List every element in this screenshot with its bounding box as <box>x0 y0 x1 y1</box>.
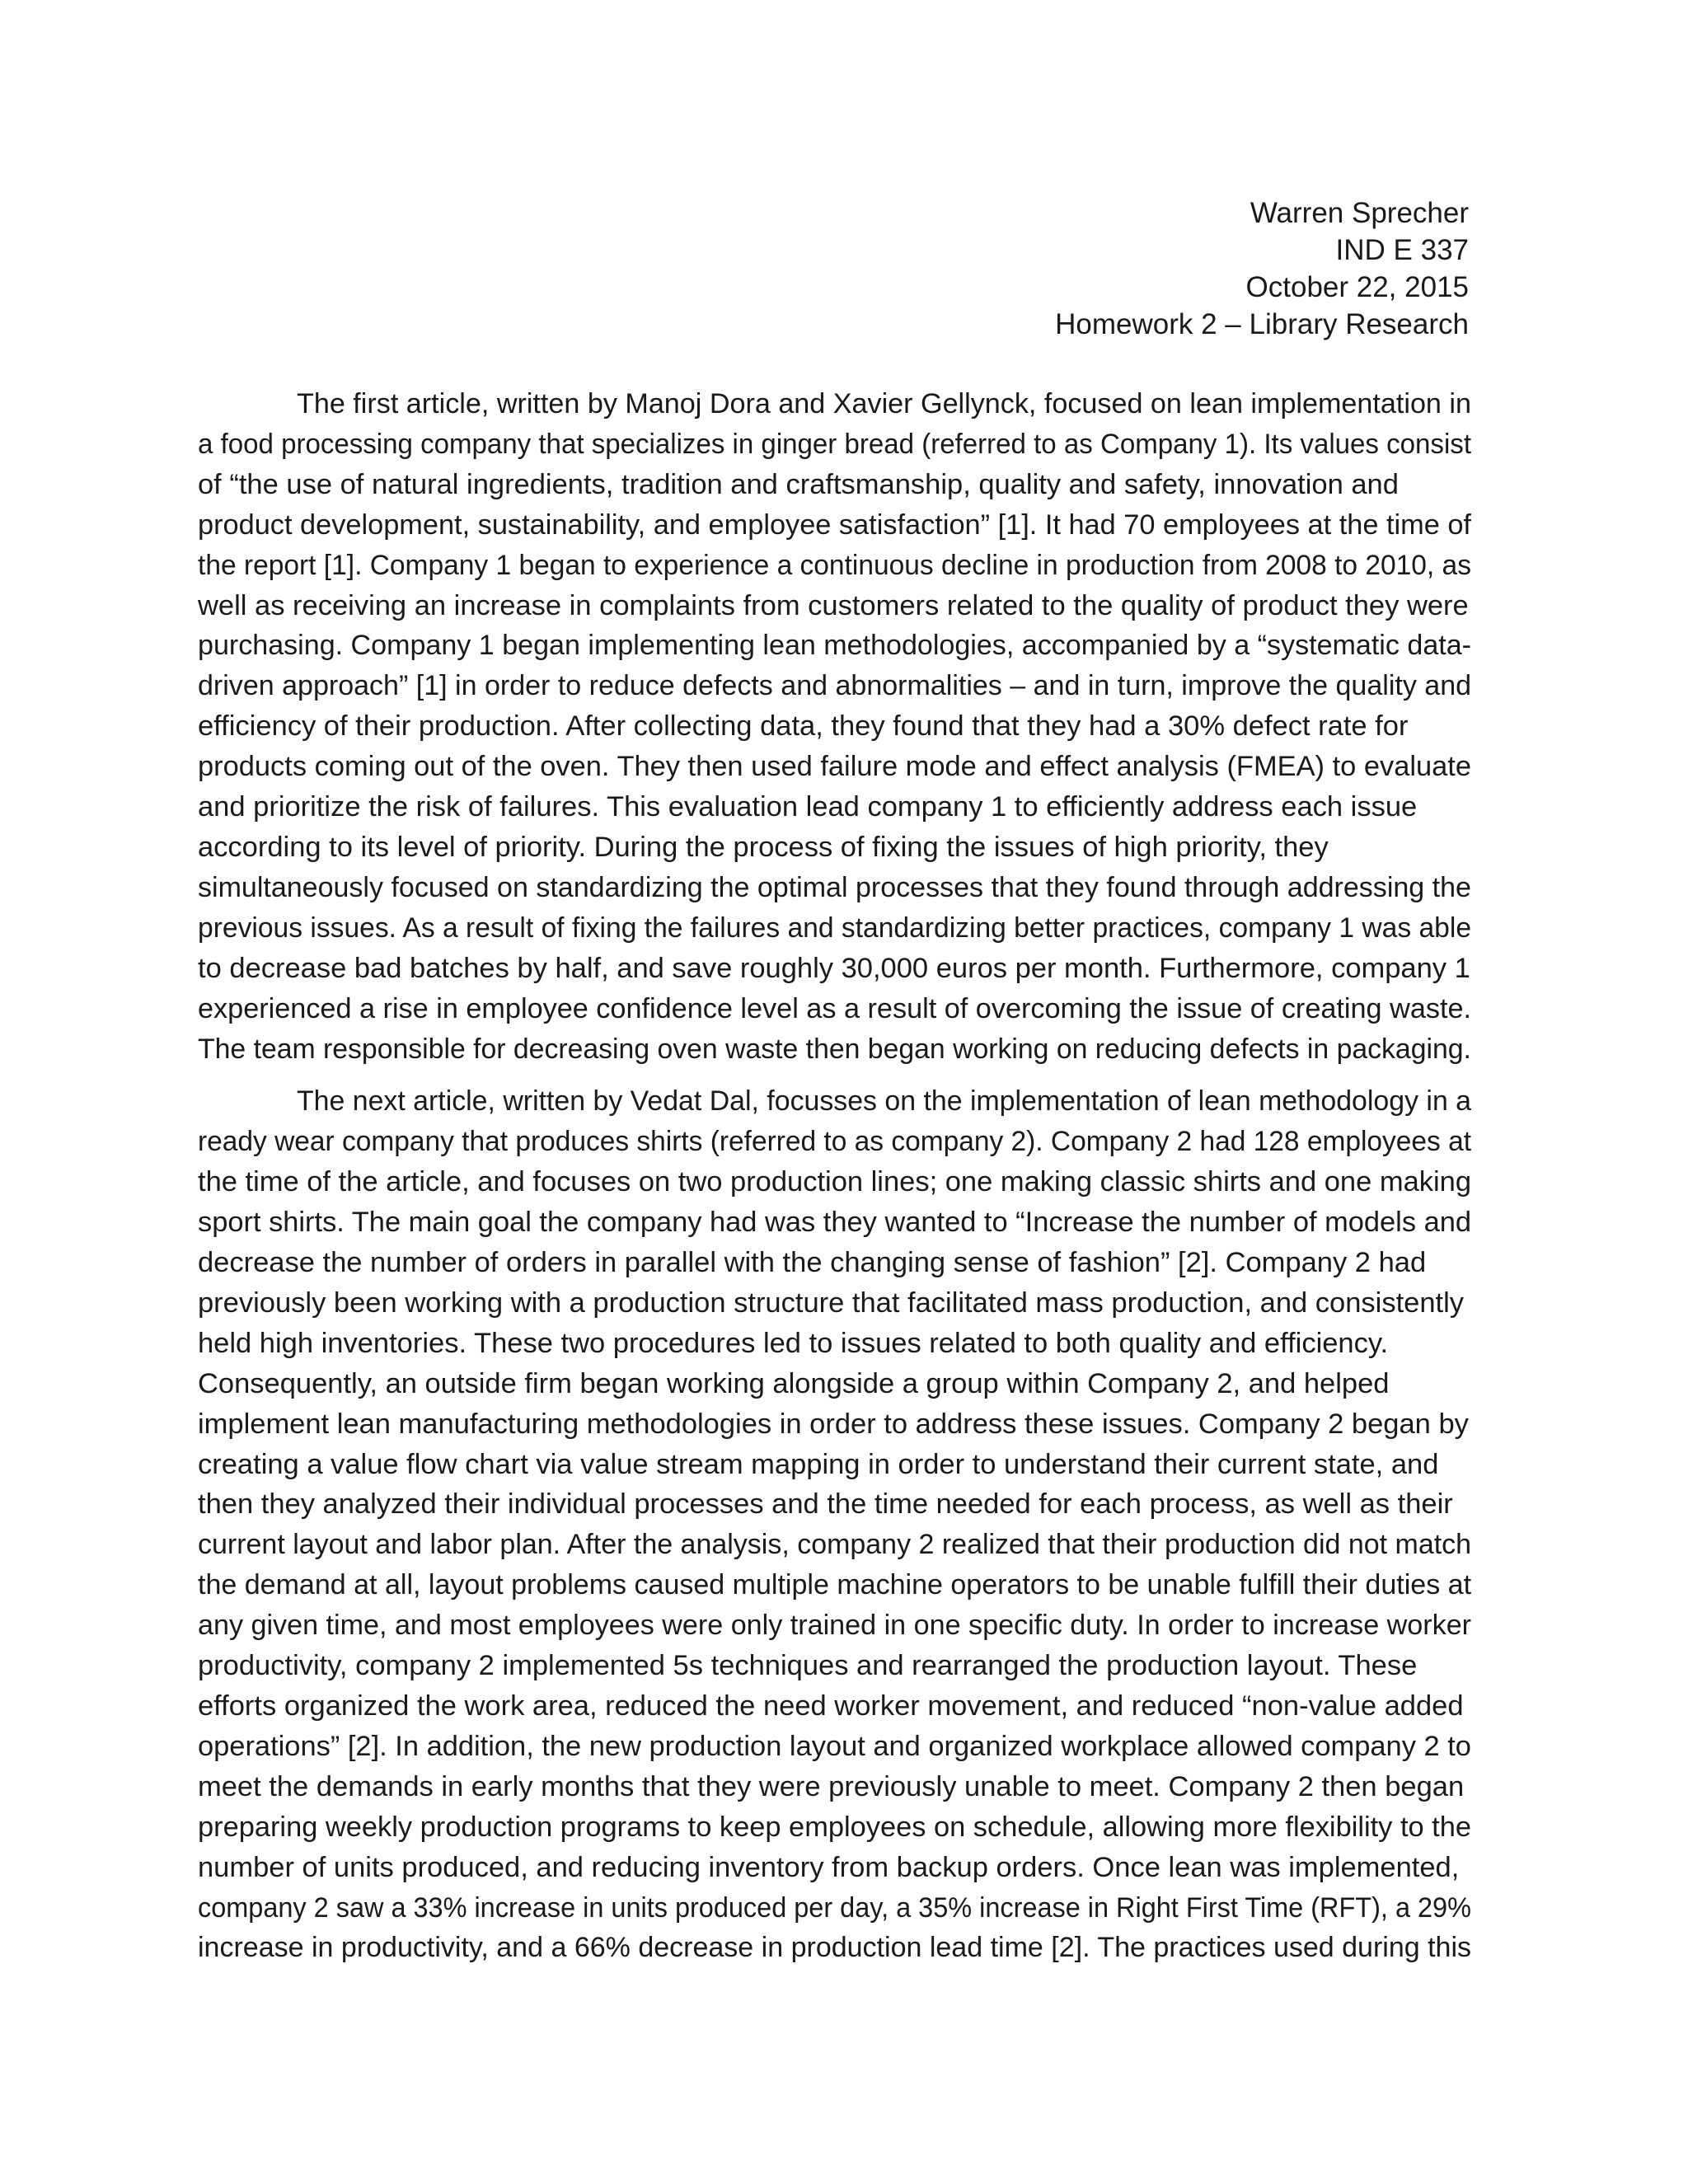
text-line: a food processing company that specializes in ginger bread (referred to as Company 1). Its values consist <box>198 428 1472 460</box>
text-line: driven approach” [1] in order to reduce defects and abnormalities – and in turn, improve the quality and <box>198 670 1472 702</box>
text-line: efficiency of their production. After collecting data, they found that they had a 30% defect rate for <box>198 710 1409 743</box>
text-line: productivity, company 2 implemented 5s techniques and rearranged the production layout. These <box>198 1650 1418 1682</box>
document-body <box>198 384 1471 1968</box>
text-line: number of units produced, and reducing inventory from backup orders. Once lean was implemented, <box>198 1851 1460 1883</box>
text-line: and prioritize the risk of failures. This evaluation lead company 1 to efficiently address each issue <box>198 791 1418 823</box>
text-line: implement lean manufacturing methodologies in order to address these issues. Company 2 began by <box>198 1408 1469 1440</box>
document-header <box>1055 194 1469 343</box>
text-line: the demand at all, layout problems caused multiple machine operators to be unable fulfill their duties at <box>198 1569 1472 1601</box>
text-line: preparing weekly production programs to keep employees on schedule, allowing more flexibility to the <box>198 1811 1472 1843</box>
document-date: October 22, 2015 <box>1245 271 1469 303</box>
course-code: IND E 337 <box>1335 234 1469 266</box>
text-line: efforts organized the work area, reduced the need worker movement, and reduced “non-value added <box>198 1690 1464 1722</box>
paragraph <box>198 384 1471 1069</box>
text-line: according to its level of priority. During the process of fixing the issues of high priority, they <box>198 831 1329 863</box>
text-line: operations” [2]. In addition, the new production layout and organized workplace allowed company 2 to <box>198 1730 1471 1762</box>
text-line: held high inventories. These two procedures led to issues related to both quality and efficiency. <box>198 1327 1389 1359</box>
text-line: The next article, written by Vedat Dal, focusses on the implementation of lean methodology in a <box>297 1085 1472 1118</box>
text-line: company 2 saw a 33% increase in units produced per day, a 35% increase in Right First Time (RFT), a 29% <box>198 1891 1471 1924</box>
text-line: purchasing. Company 1 began implementing lean methodologies, accompanied by a “systematic data- <box>198 630 1472 662</box>
text-line: current layout and labor plan. After the analysis, company 2 realized that their production did not match <box>198 1529 1472 1561</box>
text-line: product development, sustainability, and employee satisfaction” [1]. It had 70 employees at the time of <box>198 509 1471 541</box>
text-line: any given time, and most employees were only trained in one specific duty. In order to increase worker <box>198 1610 1472 1642</box>
text-line: well as receiving an increase in complaints from customers related to the quality of product they were <box>198 589 1469 621</box>
text-line: increase in productivity, and a 66% decrease in production lead time [2]. The practices used during this <box>198 1932 1472 1964</box>
text-line: decrease the number of orders in parallel with the changing sense of fashion” [2]. Company 2 had <box>198 1247 1427 1279</box>
text-line: sport shirts. The main goal the company had was they wanted to “Increase the number of models and <box>198 1207 1472 1239</box>
text-line: creating a value flow chart via value stream mapping in order to understand their current state, and <box>198 1448 1439 1480</box>
text-line: products coming out of the oven. They then used failure mode and effect analysis (FMEA) to evaluate <box>198 751 1472 783</box>
paragraph <box>198 1081 1471 1968</box>
text-line: The team responsible for decreasing oven waste then began working on reducing defects in packaging. <box>198 1033 1471 1065</box>
text-line: previous issues. As a result of fixing the failures and standardizing better practices, company 1 was able <box>198 912 1472 944</box>
text-line: of “the use of natural ingredients, tradition and craftsmanship, quality and safety, innovation and <box>198 468 1399 500</box>
author-name: Warren Sprecher <box>1250 197 1469 229</box>
text-line: Consequently, an outside firm began working alongside a group within Company 2, and helped <box>198 1367 1390 1399</box>
text-line: then they analyzed their individual processes and the time needed for each process, as well as their <box>198 1488 1453 1521</box>
text-line: the report [1]. Company 1 began to experience a continuous decline in production from 2008 to 2010, as <box>198 549 1471 581</box>
text-line: simultaneously focused on standardizing the optimal processes that they found through addressing the <box>198 871 1471 903</box>
text-line: the time of the article, and focuses on two production lines; one making classic shirts and one making <box>198 1166 1472 1198</box>
text-line: previously been working with a production structure that facilitated mass production, and consistently <box>198 1286 1465 1319</box>
text-line: experienced a rise in employee confidence level as a result of overcoming the issue of creating waste. <box>198 992 1472 1024</box>
text-line: to decrease bad batches by half, and save roughly 30,000 euros per month. Furthermore, company 1 <box>198 952 1470 984</box>
text-line: meet the demands in early months that they were previously unable to meet. Company 2 then began <box>198 1770 1465 1802</box>
text-line: The first article, written by Manoj Dora and Xavier Gellynck, focused on lean implementation in <box>297 388 1471 419</box>
assignment-title: Homework 2 – Library Research <box>1055 308 1469 340</box>
text-line: ready wear company that produces shirts (referred to as company 2). Company 2 had 128 employees at <box>198 1126 1472 1158</box>
